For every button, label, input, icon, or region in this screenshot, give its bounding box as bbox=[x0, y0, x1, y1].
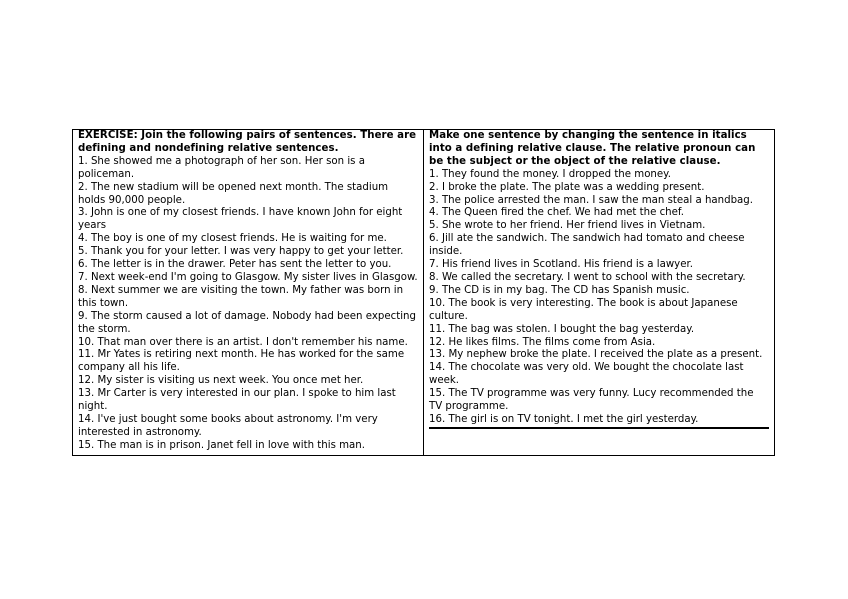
list-item: 5. Thank you for your letter. I was very happy to get your letter. bbox=[78, 246, 404, 258]
list-item: 10. The book is very interesting. The book is about Japanese culture. bbox=[429, 297, 738, 322]
list-item: 5. She wrote to her friend. Her friend lives in Vietnam. bbox=[429, 220, 706, 232]
list-item: 1. She showed me a photograph of her son. Her son is a policeman. bbox=[78, 155, 365, 180]
list-item: 6. Jill ate the sandwich. The sandwich had tomato and cheese inside. bbox=[429, 233, 745, 258]
list-item: 13. My nephew broke the plate. I received the plate as a present. bbox=[429, 349, 763, 361]
list-item: 12. He likes films. The films come from Asia. bbox=[429, 336, 656, 348]
list-item: 12. My sister is visiting us next week. You once met her. bbox=[78, 375, 364, 387]
list-item: 4. The Queen fired the chef. We had met the chef. bbox=[429, 207, 684, 219]
list-item: 2. I broke the plate. The plate was a wedding present. bbox=[429, 181, 705, 193]
list-item: 15. The TV programme was very funny. Lucy recommended the TV programme. bbox=[429, 388, 754, 413]
list-item: 7. His friend lives in Scotland. His friend is a lawyer. bbox=[429, 259, 693, 271]
list-item: 11. Mr Yates is retiring next month. He has worked for the same company all his life. bbox=[78, 349, 405, 374]
list-item: 9. The CD is in my bag. The CD has Spanish music. bbox=[429, 284, 690, 296]
list-item: 2. The new stadium will be opened next month. The stadium holds 90,000 people. bbox=[78, 181, 389, 206]
right-sentence-list bbox=[429, 169, 769, 429]
list-item: 14. I've just bought some books about astronomy. I'm very interested in astronomy. bbox=[78, 413, 378, 438]
list-item: 1. They found the money. I dropped the money. bbox=[429, 168, 671, 180]
list-item: 9. The storm caused a lot of damage. Nobody had been expecting the storm. bbox=[78, 310, 416, 335]
exercise-table bbox=[72, 129, 775, 456]
list-item: 13. Mr Carter is very interested in our plan. I spoke to him last night. bbox=[78, 388, 396, 413]
list-item: 6. The letter is in the drawer. Peter has sent the letter to you. bbox=[78, 259, 392, 271]
list-item: 8. We called the secretary. I went to school with the secretary. bbox=[429, 271, 746, 283]
list-item: 16. The girl is on TV tonight. I met the girl yesterday. bbox=[429, 414, 769, 429]
left-column bbox=[73, 130, 424, 455]
list-item: 10. That man over there is an artist. I don't remember his name. bbox=[78, 336, 408, 348]
list-item: 4. The boy is one of my closest friends. He is waiting for me. bbox=[78, 233, 387, 245]
right-column bbox=[424, 130, 774, 455]
right-heading: Make one sentence by changing the sentence in italics into a defining relative clause. The relative pronoun can be the subject or the object of the relative clause. bbox=[429, 130, 756, 167]
list-item: 15. The man is in prison. Janet fell in love with this man. bbox=[78, 439, 365, 451]
list-item: 7. Next week-end I'm going to Glasgow. My sister lives in Glasgow. bbox=[78, 271, 418, 283]
list-item: 14. The chocolate was very old. We bought the chocolate last week. bbox=[429, 362, 744, 387]
list-item: 8. Next summer we are visiting the town. My father was born in this town. bbox=[78, 284, 404, 309]
list-item: 3. The police arrested the man. I saw the man steal a handbag. bbox=[429, 194, 754, 206]
list-item: 11. The bag was stolen. I bought the bag yesterday. bbox=[429, 323, 695, 335]
left-sentence-list bbox=[78, 156, 418, 453]
left-heading: EXERCISE: Join the following pairs of sentences. There are defining and nondefining relative sentences. bbox=[78, 130, 417, 154]
list-item: 3. John is one of my closest friends. I have known John for eight years bbox=[78, 207, 403, 232]
